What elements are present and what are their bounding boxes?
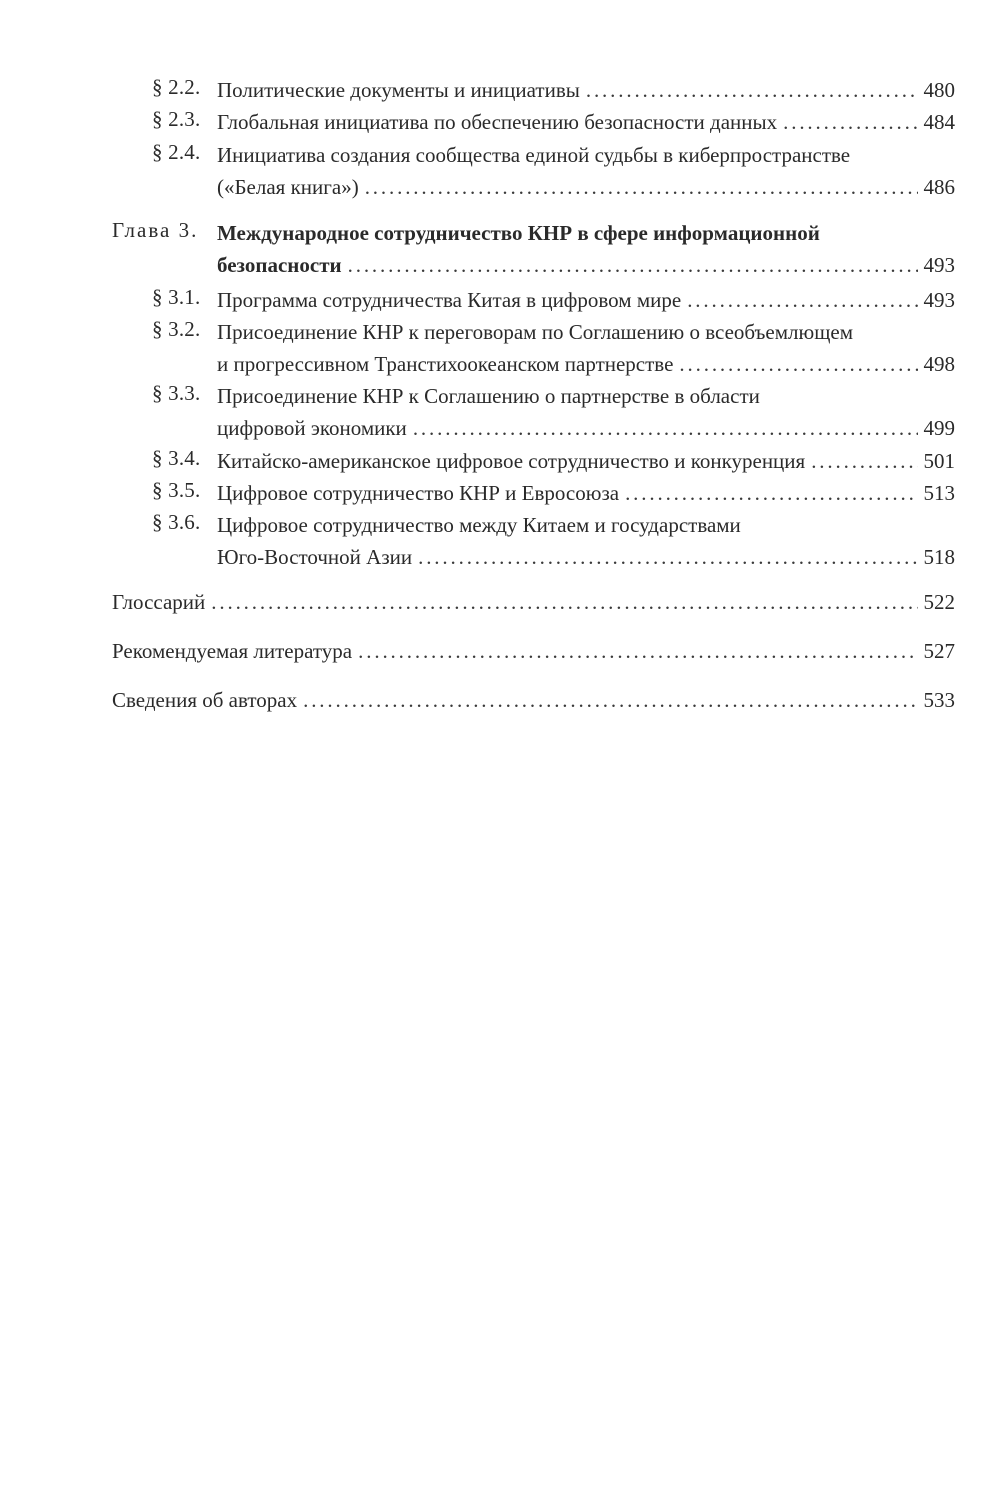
toc-entry-title: Рекомендуемая литература	[112, 636, 358, 666]
dot-leader	[303, 685, 917, 715]
toc-entry-number: § 3.4.	[152, 446, 201, 470]
dot-leader	[783, 107, 917, 137]
dot-leader	[687, 285, 917, 315]
toc-entry-title: Глоссарий	[112, 587, 211, 617]
toc-entry-page: 499	[923, 416, 955, 440]
toc-entry-title: Присоединение КНР к Соглашению о партнерстве в области	[217, 384, 760, 408]
toc-entry-title: Присоединение КНР к переговорам по Соглашению о всеобъемлющем	[217, 320, 853, 344]
toc-entry-title-cont: («Белая книга»)	[217, 172, 365, 202]
toc-chapter-title-cont: безопасности	[217, 250, 348, 280]
toc-entry-page: 513	[923, 481, 955, 505]
toc-entry-title-cont: и прогрессивном Транстихоокеанском партнерстве	[217, 349, 679, 379]
toc-entry-page: 501	[923, 449, 955, 473]
dot-leader	[358, 636, 917, 666]
toc-entry-number: § 3.1.	[152, 285, 201, 309]
toc-entry-title: Программа сотрудничества Китая в цифровом мире	[217, 285, 687, 315]
dot-leader	[365, 172, 918, 202]
toc-entry-number: § 3.3.	[152, 381, 201, 405]
dot-leader	[586, 75, 918, 105]
toc-entry-page: 518	[923, 545, 955, 569]
toc-entry-page: 480	[923, 78, 955, 102]
dot-leader	[625, 478, 917, 508]
toc-entry-page: 484	[923, 110, 955, 134]
toc-entry-title: Сведения об авторах	[112, 685, 303, 715]
toc-entry-title-cont: цифровой экономики	[217, 413, 413, 443]
toc-entry-number: § 3.5.	[152, 478, 201, 502]
dot-leader	[348, 250, 918, 280]
toc-entry-page: 493	[923, 253, 955, 277]
toc-entry-number: § 2.2.	[152, 75, 201, 99]
toc-entry-number: § 2.3.	[152, 107, 201, 131]
toc-entry-number: § 2.4.	[152, 140, 201, 164]
dot-leader	[679, 349, 917, 379]
toc-chapter-number: Глава 3.	[112, 218, 199, 242]
toc-entry-title: Глобальная инициатива по обеспечению безопасности данных	[217, 107, 783, 137]
toc-entry-page: 527	[923, 639, 955, 663]
toc-chapter-title: Международное сотрудничество КНР в сфере информационной	[217, 221, 820, 245]
toc-entry-page: 493	[923, 288, 955, 312]
dot-leader	[211, 587, 917, 617]
toc-entry-title-cont: Юго-Восточной Азии	[217, 542, 418, 572]
dot-leader	[413, 413, 918, 443]
toc-entry-title: Цифровое сотрудничество между Китаем и государствами	[217, 513, 741, 537]
toc-entry-title: Инициатива создания сообщества единой судьбы в киберпространстве	[217, 143, 851, 167]
toc-entry-number: § 3.6.	[152, 510, 201, 534]
toc-entry-title: Политические документы и инициативы	[217, 75, 586, 105]
toc-entry-page: 533	[923, 688, 955, 712]
toc-entry-page: 522	[923, 590, 955, 614]
dot-leader	[418, 542, 917, 572]
toc-entry-number: § 3.2.	[152, 317, 201, 341]
dot-leader	[811, 446, 917, 476]
toc-entry-page: 486	[923, 175, 955, 199]
toc-entry-title: Цифровое сотрудничество КНР и Евросоюза	[217, 478, 625, 508]
toc-entry-page: 498	[923, 352, 955, 376]
toc-entry-title: Китайско-американское цифровое сотрудничество и конкуренция	[217, 446, 811, 476]
